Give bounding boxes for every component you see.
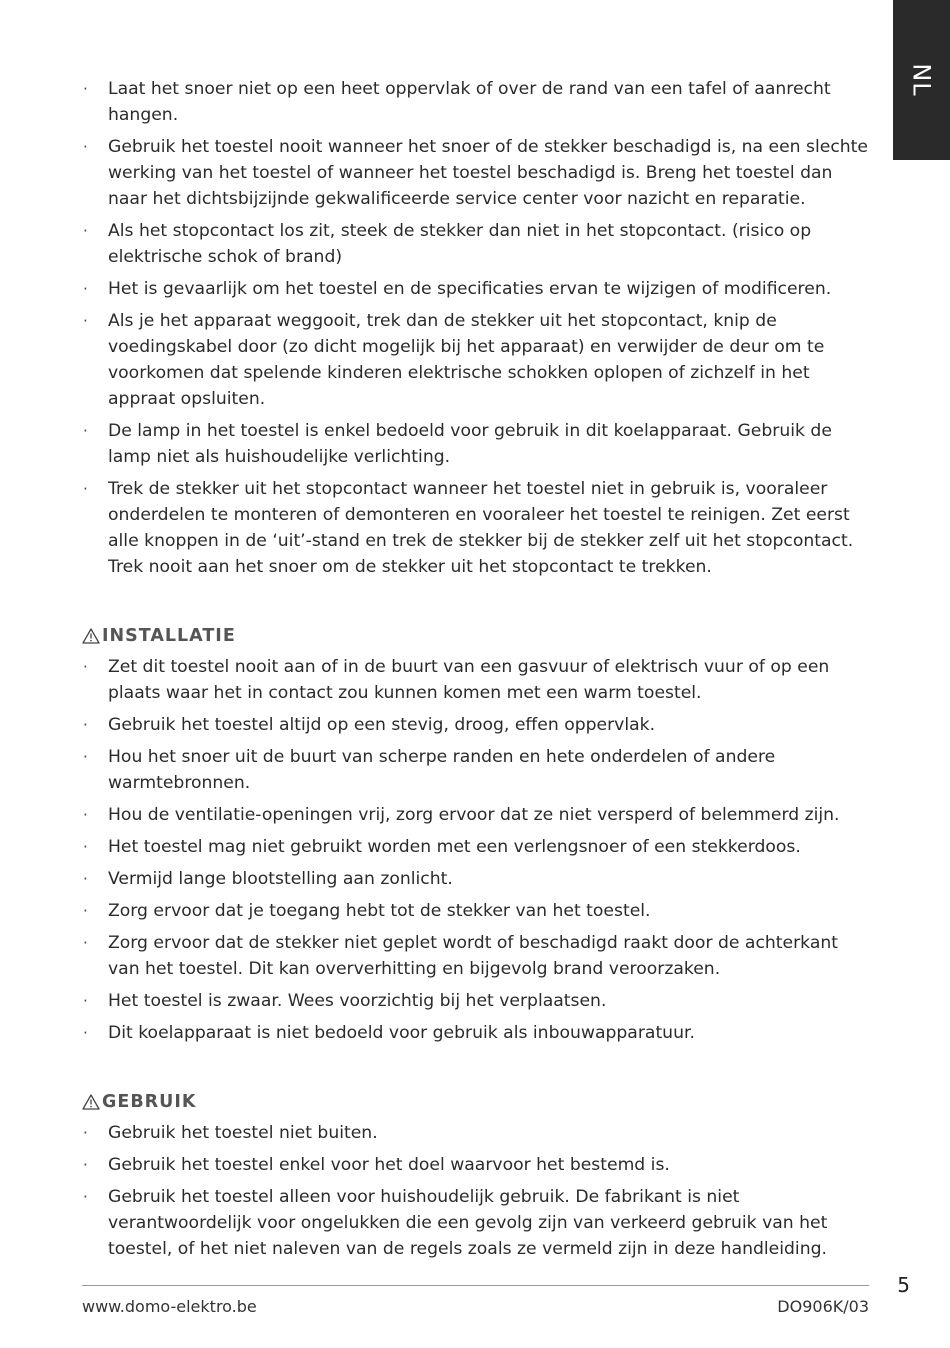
bullet-icon: · [83,658,88,676]
list-item [82,1020,872,1046]
installatie-list [82,654,872,1046]
bullet-icon: · [83,870,88,888]
bullet-icon: · [83,1124,88,1142]
list-item [82,308,872,412]
list-item [82,654,872,706]
gebruik-title: GEBRUIK [102,1092,197,1112]
list-item-text: Gebruik het toestel alleen voor huishoudelijk gebruik. De fabrikant is niet verantwoordelijk voor ongelukken die een gevolg zijn van verkeerd gebruik van het toestel, of het niet naleven van de regels zoals ze vermeld zijn in deze handleiding. [108,1187,828,1259]
bullet-icon: · [83,1156,88,1174]
list-item [82,898,872,924]
bullet-icon: · [83,138,88,156]
list-item [82,712,872,738]
page-number: 5 [897,1273,910,1297]
list-item [82,866,872,892]
safety-list [82,76,872,580]
list-item [82,834,872,860]
list-item [82,1152,872,1178]
bullet-icon: · [83,806,88,824]
list-item-text: Hou het snoer uit de buurt van scherpe randen en hete onderdelen of andere warmtebronnen. [108,747,776,793]
list-item-text: Als je het apparaat weggooit, trek dan de stekker uit het stopcontact, knip de voedingskabel door (zo dicht mogelijk bij het apparaat) en verwijder de deur om te voorkomen dat spelende kinderen elektrische schokken oplopen of zichzelf in het appraat opsluiten. [108,311,825,409]
bullet-icon: · [83,422,88,440]
footer-model: DO906K/03 [777,1297,869,1316]
bullet-icon: · [83,312,88,330]
list-item [82,1184,872,1262]
bullet-icon: · [83,80,88,98]
list-item-text: Vermijd lange blootstelling aan zonlicht. [108,869,453,889]
list-item [82,930,872,982]
list-item-text: Dit koelapparaat is niet bedoeld voor gebruik als inbouwapparatuur. [108,1023,695,1043]
bullet-icon: · [83,480,88,498]
bullet-icon: · [83,934,88,952]
list-item [82,218,872,270]
bullet-icon: · [83,1024,88,1042]
list-item [82,476,872,580]
list-item [82,1120,872,1146]
bullet-icon: · [83,280,88,298]
warning-triangle-icon [82,628,100,644]
page-content [82,76,872,1268]
language-label: NL [907,63,936,97]
list-item [82,276,872,302]
list-item [82,988,872,1014]
warning-triangle-icon [82,1094,100,1110]
bullet-icon: · [83,838,88,856]
bullet-icon: · [83,1188,88,1206]
bullet-icon: · [83,222,88,240]
gebruik-heading [82,1090,872,1114]
list-item-text: Het is gevaarlijk om het toestel en de specificaties ervan te wijzigen of modificeren. [108,279,832,299]
language-tab [893,0,950,160]
list-item-text: Hou de ventilatie-openingen vrij, zorg ervoor dat ze niet versperd of belemmerd zijn. [108,805,840,825]
list-item-text: Het toestel mag niet gebruikt worden met een verlengsnoer of een stekkerdoos. [108,837,801,857]
list-item [82,76,872,128]
list-item-text: Gebruik het toestel enkel voor het doel waarvoor het bestemd is. [108,1155,670,1175]
list-item-text: Zorg ervoor dat je toegang hebt tot de stekker van het toestel. [108,901,651,921]
list-item-text: Gebruik het toestel altijd op een stevig, droog, effen oppervlak. [108,715,656,735]
footer-divider [82,1285,869,1286]
list-item [82,418,872,470]
bullet-icon: · [83,748,88,766]
list-item-text: Het toestel is zwaar. Wees voorzichtig bij het verplaatsen. [108,991,607,1011]
list-item-text: Gebruik het toestel niet buiten. [108,1123,378,1143]
list-item [82,134,872,212]
list-item-text: Gebruik het toestel nooit wanneer het snoer of de stekker beschadigd is, na een slechte werking van het toestel of wanneer het toestel beschadigd is. Breng het toestel dan naar het dichtsbijzijnde gekwalificeerde service center voor nazicht en reparatie. [108,137,868,209]
list-item [82,802,872,828]
footer-website: www.domo-elektro.be [82,1297,257,1316]
installatie-title: INSTALLATIE [102,626,236,646]
list-item-text: Trek de stekker uit het stopcontact wanneer het toestel niet in gebruik is, vooraleer onderdelen te monteren of demonteren en vooraleer het toestel te reinigen. Zet eerst alle knoppen in de ‘uit’-stand en trek de stekker bij de stekker zelf uit het stopcontact. Trek nooit aan het snoer om de stekker uit het stopcontact te trekken. [108,479,854,577]
list-item-text: Laat het snoer niet op een heet oppervlak of over de rand van een tafel of aanrecht hangen. [108,79,831,125]
installatie-heading [82,624,872,648]
bullet-icon: · [83,902,88,920]
list-item [82,744,872,796]
bullet-icon: · [83,992,88,1010]
list-item-text: Zorg ervoor dat de stekker niet geplet wordt of beschadigd raakt door de achterkant van het toestel. Dit kan oververhitting en bijgevolg brand veroorzaken. [108,933,838,979]
bullet-icon: · [83,716,88,734]
list-item-text: De lamp in het toestel is enkel bedoeld voor gebruik in dit koelapparaat. Gebruik de lamp niet als huishoudelijke verlichting. [108,421,832,467]
list-item-text: Als het stopcontact los zit, steek de stekker dan niet in het stopcontact. (risico op elektrische schok of brand) [108,221,812,267]
list-item-text: Zet dit toestel nooit aan of in de buurt van een gasvuur of elektrisch vuur of op een plaats waar het in contact zou kunnen komen met een warm toestel. [108,657,830,703]
gebruik-list [82,1120,872,1262]
